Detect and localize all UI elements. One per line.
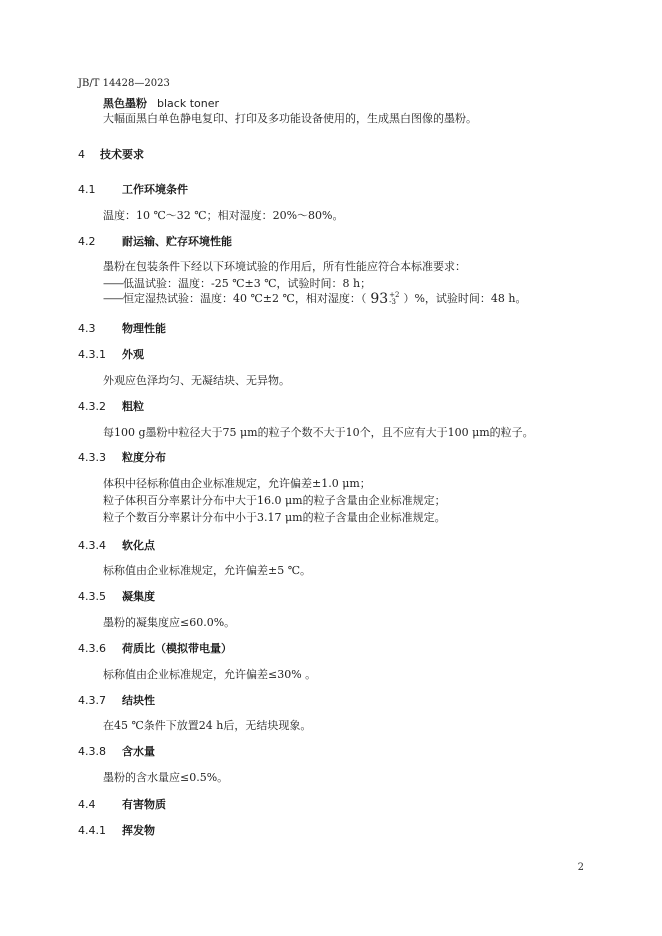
- section-4-3-4-text: 标称值由企业标准规定，允许偏差±5 ℃。: [103, 564, 312, 577]
- section-number: 4.3: [78, 322, 96, 335]
- section-4-3-4-heading: [78, 537, 155, 553]
- section-4-3-1-heading: [78, 346, 144, 362]
- section-4-3-6-text: 标称值由企业标准规定，允许偏差≤30% 。: [103, 668, 317, 681]
- tolerance-value: [370, 291, 399, 307]
- section-number: 4.3.5: [78, 590, 106, 603]
- term-definition: 大幅面黑白单色静电复印、打印及多功能设备使用的，生成黑白图像的墨粉。: [103, 112, 477, 125]
- section-title: 工作环境条件: [122, 183, 188, 196]
- tolerance-base: 93: [370, 291, 389, 307]
- section-number: 4: [78, 148, 85, 161]
- list-item: [103, 275, 371, 291]
- section-4-2-intro: 墨粉在包装条件下经以下环境试验的作用后，所有性能应符合本标准要求：: [103, 260, 466, 273]
- section-4-3-5-text: 墨粉的凝集度应≤60.0%。: [103, 616, 236, 629]
- section-4-2-heading: [78, 233, 232, 249]
- section-4-3-7-text: 在45 ℃条件下放置24 h后，无结块现象。: [103, 719, 312, 732]
- list-item: [103, 290, 527, 307]
- section-4-4-heading: [78, 796, 166, 812]
- standard-code: JB/T 14428—2023: [78, 78, 170, 89]
- section-4-3-2-heading: [78, 398, 144, 414]
- section-number: 4.4: [78, 798, 96, 811]
- section-number: 4.2: [78, 235, 96, 248]
- page-number: 2: [577, 862, 584, 873]
- section-4-1-heading: [78, 181, 188, 197]
- term-title: [103, 95, 219, 111]
- section-title: 技术要求: [100, 148, 144, 161]
- section-4-3-7-heading: [78, 692, 155, 708]
- section-4-3-1-text: 外观应色泽均匀、无凝结块、无异物。: [103, 374, 290, 387]
- section-4-3-3-line-3: 粒子个数百分率累计分布中小于3.17 μm的粒子含量由企业标准规定。: [103, 511, 446, 524]
- section-title: 粗粒: [122, 400, 144, 413]
- section-4-3-2-text: 每100 g墨粉中粒径大于75 μm的粒子个数不大于10个，且不应有大于100 μm的粒子。: [103, 426, 534, 439]
- section-title: 凝集度: [122, 590, 155, 603]
- section-number: 4.3.1: [78, 348, 106, 361]
- section-4-3-8-heading: [78, 743, 155, 759]
- list-item-text: 恒定湿热试验：温度：40 ℃±2 ℃，相对湿度：（: [123, 292, 367, 305]
- section-4-3-8-text: 墨粉的含水量应≤0.5%。: [103, 771, 229, 784]
- tolerance-lower: -3: [389, 298, 396, 306]
- section-4-3-3-heading: [78, 449, 166, 465]
- section-4-3-heading: [78, 320, 166, 336]
- section-title: 挥发物: [122, 824, 155, 837]
- section-4-heading: [78, 146, 144, 162]
- list-item-text: 低温试验：温度：-25 ℃±3 ℃，试验时间：8 h；: [123, 277, 372, 290]
- section-4-3-6-heading: [78, 640, 232, 656]
- section-number: 4.3.7: [78, 694, 106, 707]
- section-title: 外观: [122, 348, 144, 361]
- list-item-text-end: ）%，试验时间：48 h。: [403, 292, 527, 305]
- section-number: 4.3.4: [78, 539, 106, 552]
- section-title: 含水量: [122, 745, 155, 758]
- term-title-cn: 黑色墨粉: [103, 97, 147, 110]
- section-title: 结块性: [122, 694, 155, 707]
- section-title: 荷质比（模拟带电量）: [122, 642, 232, 655]
- list-dash: ——: [103, 277, 123, 290]
- section-number: 4.3.2: [78, 400, 106, 413]
- section-4-1-text: 温度：10 ℃～32 ℃；相对湿度：20%～80%。: [103, 209, 344, 222]
- section-title: 物理性能: [122, 322, 166, 335]
- list-dash: ——: [103, 292, 123, 305]
- section-number: 4.3.3: [78, 451, 106, 464]
- section-title: 粒度分布: [122, 451, 166, 464]
- section-number: 4.3.8: [78, 745, 106, 758]
- section-4-3-5-heading: [78, 588, 155, 604]
- section-4-3-3-line-1: 体积中径标称值由企业标准规定，允许偏差±1.0 μm；: [103, 477, 371, 490]
- section-number: 4.1: [78, 183, 96, 196]
- section-number: 4.4.1: [78, 824, 106, 837]
- section-4-3-3-line-2: 粒子体积百分率累计分布中大于16.0 μm的粒子含量由企业标准规定；: [103, 494, 446, 507]
- term-title-en: black toner: [157, 97, 219, 110]
- section-4-4-1-heading: [78, 822, 155, 838]
- section-title: 耐运输、贮存环境性能: [122, 235, 232, 248]
- section-title: 有害物质: [122, 798, 166, 811]
- tolerance-upper: +2: [389, 291, 400, 299]
- section-title: 软化点: [122, 539, 155, 552]
- section-number: 4.3.6: [78, 642, 106, 655]
